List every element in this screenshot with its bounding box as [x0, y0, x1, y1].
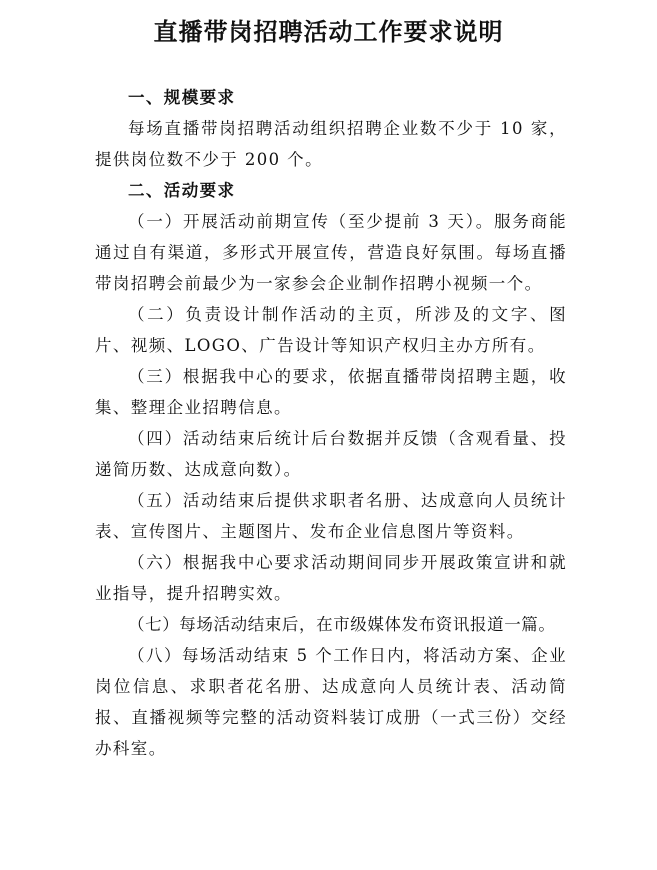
paragraph-activity-8: （八）每场活动结束 5 个工作日内，将活动方案、企业岗位信息、求职者花名册、达成意向人员统计表、活动简报、直播视频等完整的活动资料装订成册（一式三份）交经办科室。 [95, 646, 567, 758]
document-body [95, 82, 567, 764]
paragraph-activity-7: （七）每场活动结束后，在市级媒体发布资讯报道一篇。 [128, 615, 556, 634]
section-heading-scale: 一、规模要求 [128, 88, 236, 107]
paragraph-activity-1: （一）开展活动前期宣传（至少提前 3 天）。服务商能通过自有渠道，多形式开展宣传，营造良好氛围。每场直播带岗招聘会前最少为一家参会企业制作招聘小视频一个。 [95, 212, 567, 293]
paragraph-scale-requirement: 每场直播带岗招聘活动组织招聘企业数不少于 10 家，提供岗位数不少于 200 个。 [95, 119, 567, 169]
section-heading-activity: 二、活动要求 [128, 181, 236, 200]
paragraph-activity-5: （五）活动结束后提供求职者名册、达成意向人员统计表、宣传图片、主题图片、发布企业信息图片等资料。 [95, 491, 567, 541]
document-title: 直播带岗招聘活动工作要求说明 [153, 17, 504, 46]
paragraph-activity-4: （四）活动结束后统计后台数据并反馈（含观看量、投递简历数、达成意向数）。 [95, 429, 567, 479]
paragraph-activity-2: （二）负责设计制作活动的主页，所涉及的文字、图片、视频、LOGO、广告设计等知识产权归主办方所有。 [95, 305, 567, 355]
paragraph-activity-6: （六）根据我中心要求活动期间同步开展政策宣讲和就业指导，提升招聘实效。 [95, 553, 567, 603]
paragraph-activity-3: （三）根据我中心的要求，依据直播带岗招聘主题，收集、整理企业招聘信息。 [95, 367, 567, 417]
